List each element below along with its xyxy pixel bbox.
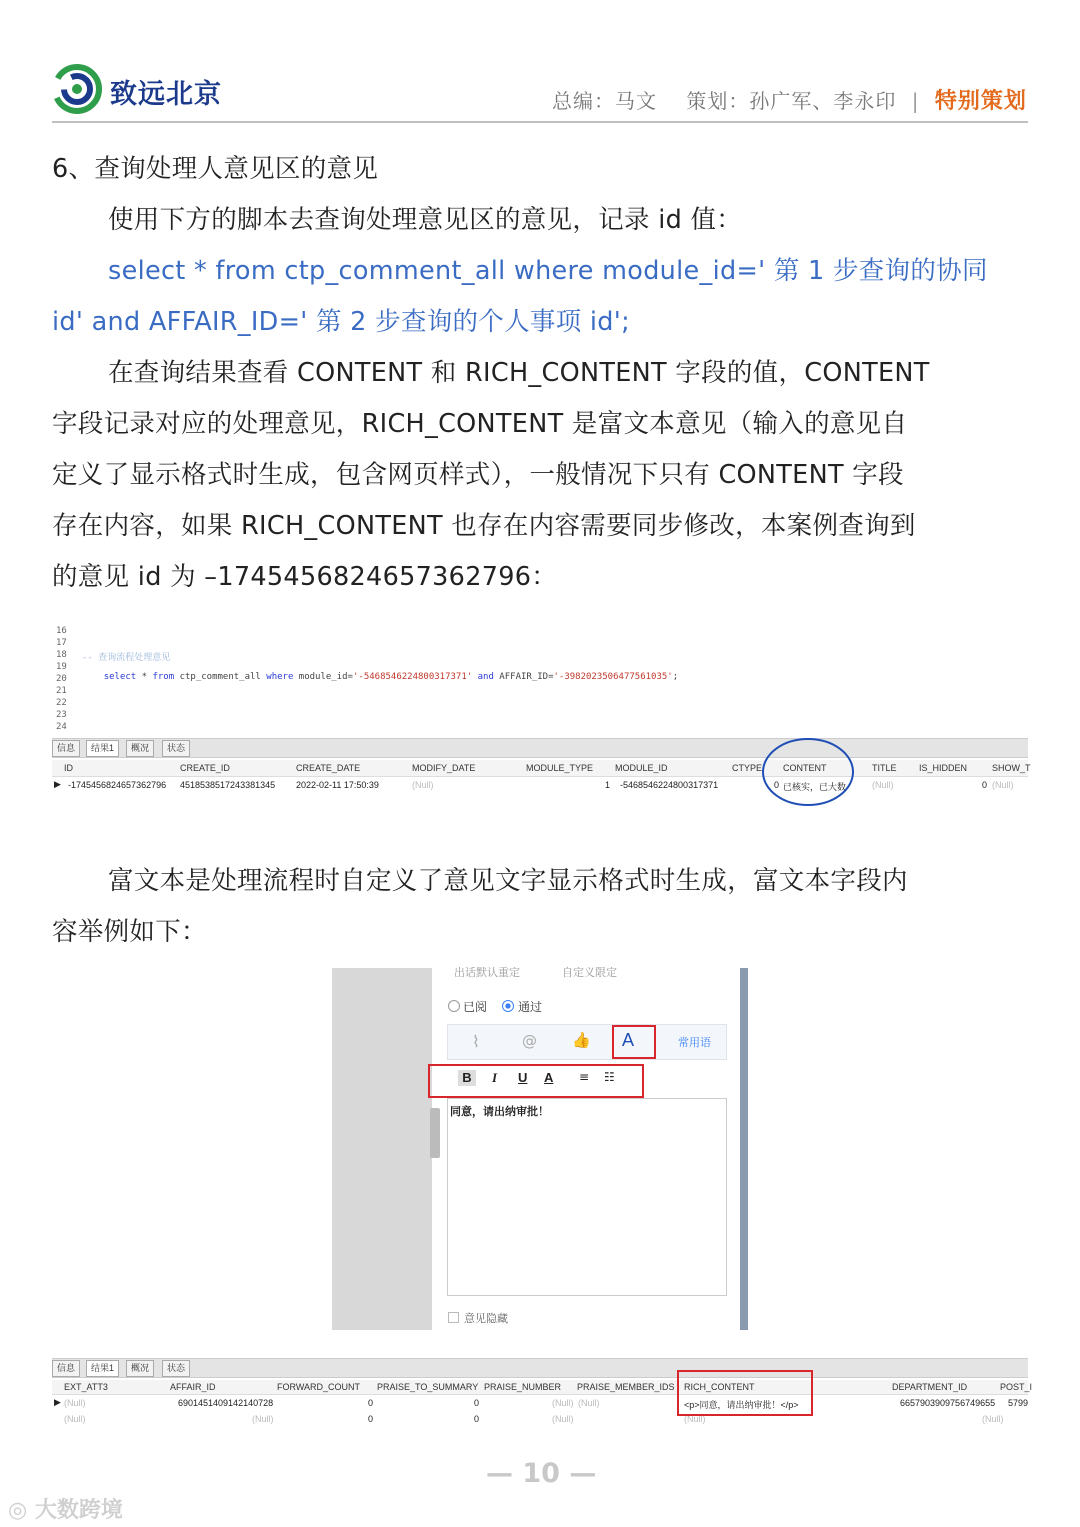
watermark	[8, 1493, 123, 1524]
cell-content[interactable]: 已核实，已大数	[783, 782, 847, 792]
cell[interactable]: 0	[368, 1414, 374, 1424]
cell[interactable]: (Null)	[552, 1398, 574, 1408]
unordered-list-icon[interactable]: ☷	[604, 1070, 615, 1084]
line-number: 22	[56, 698, 67, 708]
underline-button[interactable]: U	[518, 1070, 528, 1085]
opinion-textarea[interactable]	[447, 1098, 727, 1296]
column-header[interactable]: POST_I	[1000, 1382, 1033, 1392]
cell[interactable]: 0	[474, 1398, 480, 1408]
cell[interactable]: 1	[605, 780, 611, 790]
column-header[interactable]: MODULE_TYPE	[526, 763, 594, 773]
cell[interactable]: 6657903909756749655	[900, 1398, 996, 1408]
result-paragraph-line: 存在内容，如果 RICH_CONTENT 也存在内容需要同步修改，本案例查询到	[52, 511, 916, 541]
row-pointer-icon: ▶	[54, 1397, 61, 1407]
sql-query-screenshot	[52, 624, 1031, 824]
table-row[interactable]	[52, 1412, 1028, 1426]
sql-query-line[interactable]	[82, 662, 678, 692]
option-label[interactable]: 出话默认重定	[454, 967, 520, 979]
cell[interactable]: 2022-02-11 17:50:39	[296, 780, 379, 790]
column-header[interactable]: PRAISE_NUMBER	[484, 1382, 562, 1392]
cell[interactable]: (Null)	[552, 1414, 574, 1424]
tab-overview[interactable]: 概况	[126, 740, 154, 757]
collapse-handle[interactable]	[430, 1108, 440, 1158]
sql-text: AFFAIR_ID=	[493, 672, 554, 682]
column-header[interactable]: CREATE_ID	[180, 763, 230, 773]
bold-button[interactable]: B	[458, 1070, 476, 1086]
cell[interactable]: 0	[368, 1398, 374, 1408]
content-highlight-circle	[760, 736, 856, 808]
result-paragraph-line: 的意见 id 为 –1745456824657362796：	[52, 562, 558, 592]
column-header[interactable]: SHOW_T	[992, 763, 1031, 773]
column-header[interactable]: FORWARD_COUNT	[277, 1382, 360, 1392]
cell[interactable]: (Null)	[64, 1414, 86, 1424]
cell[interactable]: 0	[774, 780, 780, 790]
column-header[interactable]: DEPARTMENT_ID	[892, 1382, 968, 1392]
sql-keyword: select	[103, 672, 137, 682]
column-header[interactable]: IS_HIDDEN	[919, 763, 968, 773]
planner-credit: 策划：孙广军、李永印	[686, 89, 897, 113]
cell-rich-content[interactable]: <p>同意，请出纳审批！</p>	[684, 1400, 799, 1410]
tab-status[interactable]: 状态	[162, 1360, 190, 1377]
cell[interactable]: (Null)	[578, 1398, 600, 1408]
common-phrase-link[interactable]: 常用语	[678, 1037, 711, 1049]
format-toggle-button[interactable]: A	[622, 1030, 635, 1050]
line-number: 17	[56, 638, 67, 648]
rich-text-paragraph-line: 富文本是处理流程时自定义了意见文字显示格式时生成，富文本字段内	[108, 866, 908, 896]
option-label[interactable]: 自定义限定	[562, 967, 617, 979]
cell[interactable]: (Null)	[252, 1414, 274, 1424]
line-number: 21	[56, 686, 67, 696]
section-title: 6、查询处理人意见区的意见	[52, 154, 379, 184]
brand-name: 致远北京	[110, 79, 222, 110]
column-header[interactable]: MODIFY_DATE	[412, 763, 476, 773]
rich-content-result-screenshot	[52, 1358, 1033, 1426]
special-feature-label: 特别策划	[934, 89, 1027, 114]
hide-opinion-label: 意见隐藏	[464, 1313, 508, 1325]
cell[interactable]: (Null)	[64, 1398, 86, 1408]
like-icon[interactable]: 👍	[572, 1031, 591, 1049]
sql-comment: -- 查询流程处理意见	[82, 653, 171, 663]
editor-credit: 总编：马文	[552, 89, 657, 113]
sql-line-1: select * from ctp_comment_all where module_id=' 第 1 步查询的协同	[108, 256, 988, 286]
cell[interactable]: 4518538517243381345	[180, 780, 276, 790]
sql-keyword: where	[266, 672, 294, 682]
rich-text-paragraph-line: 容举例如下：	[52, 917, 207, 947]
sql-text: module_id=	[293, 672, 353, 682]
row-pointer-icon: ▶	[54, 779, 61, 789]
cell[interactable]: 5799	[1008, 1398, 1029, 1408]
sql-string: '-3982023506477561035'	[553, 672, 673, 682]
cell[interactable]: 0	[474, 1414, 480, 1424]
tab-result1[interactable]: 结果1	[86, 740, 119, 757]
right-border	[740, 968, 748, 1330]
line-number: 24	[56, 722, 67, 732]
cell[interactable]: (Null)	[684, 1414, 706, 1424]
line-number: 19	[56, 662, 67, 672]
column-header[interactable]: MODULE_ID	[615, 763, 668, 773]
watermark-text: 大数跨境	[34, 1498, 123, 1523]
column-header[interactable]: PRAISE_MEMBER_IDS	[577, 1382, 675, 1392]
line-number: 20	[56, 674, 67, 684]
result-paragraph-line: 定义了显示格式时生成，包含网页样式），一般情况下只有 CONTENT 字段	[52, 460, 904, 490]
column-header[interactable]: PRAISE_TO_SUMMARY	[377, 1382, 479, 1392]
mention-icon[interactable]: @	[522, 1032, 537, 1050]
sql-text: ctp_comment_all	[174, 672, 267, 682]
credit-divider: |	[911, 89, 920, 113]
tab-status[interactable]: 状态	[162, 740, 190, 757]
column-header[interactable]: AFFAIR_ID	[170, 1382, 216, 1392]
rich-content-highlight	[677, 1370, 813, 1416]
sql-line-2: id' and AFFAIR_ID=' 第 2 步查询的个人事项 id';	[52, 307, 630, 337]
result-paragraph-line: 字段记录对应的处理意见，RICH_CONTENT 是富文本意见（输入的意见自	[52, 409, 908, 439]
cell[interactable]: 6901451409142140728	[178, 1398, 274, 1408]
tab-info[interactable]: 信息	[52, 1360, 80, 1377]
tab-result1[interactable]: 结果1	[86, 1360, 119, 1377]
hide-opinion-checkbox[interactable]	[448, 1312, 459, 1323]
radio-read-label: 已阅	[463, 1000, 488, 1014]
ordered-list-icon[interactable]: ≡	[579, 1070, 590, 1084]
attachment-icon[interactable]: ⌇	[472, 1032, 480, 1051]
line-number: 16	[56, 626, 67, 636]
cell[interactable]: (Null)	[412, 780, 434, 790]
tab-info[interactable]: 信息	[52, 740, 80, 757]
page-number: — 10 —	[486, 1458, 597, 1489]
zhiyuan-logo-icon	[52, 64, 102, 114]
cell-id[interactable]: -1745456824657362796	[68, 780, 167, 790]
result-tabbar	[52, 738, 1028, 758]
column-header[interactable]: EXT_ATT3	[64, 1382, 108, 1392]
credits	[552, 84, 1027, 115]
italic-button[interactable]: I	[492, 1070, 498, 1085]
header-divider	[52, 121, 1028, 123]
table-row[interactable]	[52, 777, 1028, 793]
line-number: 23	[56, 710, 67, 720]
radio-approve[interactable]	[502, 1000, 514, 1012]
column-header[interactable]: CTYPE	[732, 763, 763, 773]
cell[interactable]: -5468546224800317371	[620, 780, 719, 790]
result-tabbar	[52, 1358, 1028, 1378]
sql-keyword: and	[472, 672, 494, 682]
table-row[interactable]	[52, 1396, 1028, 1410]
tab-overview[interactable]: 概况	[126, 1360, 154, 1377]
sql-text: ;	[672, 672, 679, 682]
column-header[interactable]: CREATE_DATE	[296, 763, 361, 773]
column-header[interactable]: ID	[64, 763, 73, 773]
column-header-rich-content[interactable]: RICH_CONTENT	[684, 1382, 755, 1392]
font-color-button[interactable]: A	[544, 1070, 554, 1085]
column-header[interactable]: TITLE	[872, 763, 897, 773]
result-paragraph-line: 在查询结果查看 CONTENT 和 RICH_CONTENT 字段的值，CONTENT	[108, 358, 930, 388]
radio-read[interactable]	[448, 1000, 460, 1012]
left-panel	[332, 968, 432, 1330]
sql-string: '-5468546224800317371'	[352, 672, 473, 682]
opinion-editor-screenshot	[332, 968, 748, 1330]
result-header-row	[52, 1380, 1033, 1395]
result-header-row	[52, 760, 1031, 777]
intro-paragraph: 使用下方的脚本去查询处理意见区的意见，记录 id 值：	[108, 205, 743, 235]
cell[interactable]: (Null)	[872, 780, 894, 790]
cell[interactable]: 0	[982, 780, 988, 790]
sql-text: *	[136, 672, 153, 682]
cell[interactable]: (Null)	[982, 1414, 1004, 1424]
column-header-content[interactable]: CONTENT	[783, 763, 827, 773]
sql-keyword: from	[152, 672, 175, 682]
watermark-logo-icon: ◎	[8, 1498, 28, 1523]
cell[interactable]: (Null)	[992, 780, 1014, 790]
radio-approve-label: 通过	[518, 1000, 543, 1014]
opinion-text: 同意，请出纳审批！	[450, 1106, 549, 1118]
line-number: 18	[56, 650, 67, 660]
